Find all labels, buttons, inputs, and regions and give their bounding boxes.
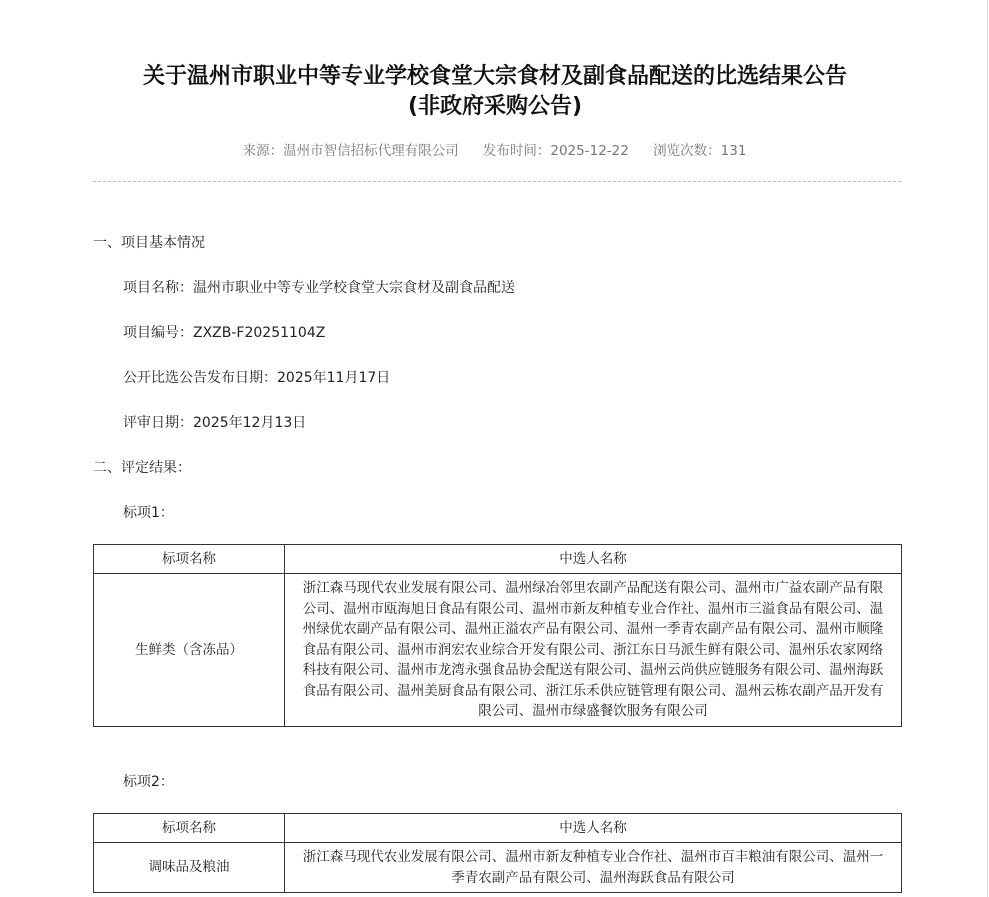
header-lot-name: 标项名称 [94, 545, 285, 574]
lot1-table [93, 544, 902, 727]
article-meta [0, 141, 989, 161]
announce-date: 公开比选公告发布日期：2025年11月17日 [123, 370, 391, 386]
lot2-table [93, 813, 902, 893]
review-date: 评审日期：2025年12月13日 [123, 415, 307, 431]
lot1-label: 标项1： [123, 505, 174, 521]
project-number: 项目编号：ZXZB-F20251104Z [123, 325, 326, 341]
divider [93, 181, 901, 182]
table-row [94, 843, 902, 893]
table-header-row [94, 545, 902, 574]
header-winner-name: 中选人名称 [285, 814, 902, 843]
header-lot-name: 标项名称 [94, 814, 285, 843]
page-title: 关于温州市职业中等专业学校食堂大宗食材及副食品配送的比选结果公告 [142, 64, 847, 89]
section-heading-results: 二、评定结果： [93, 460, 191, 476]
lot2-item-name: 调味品及粮油 [94, 843, 285, 893]
meta-views: 浏览次数：131 [653, 143, 747, 159]
lot1-item-name: 生鲜类（含冻品） [94, 574, 285, 727]
lot2-winners: 浙江森马现代农业发展有限公司、温州市新友种植专业合作社、温州市百丰粮油有限公司、温州一季青农副产品有限公司、温州海跃食品有限公司 [285, 843, 902, 893]
section-heading-basic-info: 一、项目基本情况 [93, 235, 205, 251]
meta-source: 来源：温州市智信招标代理有限公司 [242, 143, 459, 159]
table-header-row [94, 814, 902, 843]
project-name: 项目名称：温州市职业中等专业学校食堂大宗食材及副食品配送 [123, 280, 515, 296]
lot1-winners: 浙江森马现代农业发展有限公司、温州绿冶邻里农副产品配送有限公司、温州市广益农副产品有限公司、温州市瓯海旭日食品有限公司、温州市新友种植专业合作社、温州市三溢食品有限公司、温州绿优农副产品有限公司、温州正溢农产品有限公司、温州一季青农副产品有限公司、温州市顺隆食品有限公司、温州市润宏农业综合开发有限公司、浙江东日马派生鲜有限公司、温州乐农家网络科技有限公司、温州市龙湾永强食品协会配送有限公司、温州云尚供应链服务有限公司、温州海跃食品有限公司、温州美厨食品有限公司、浙江乐禾供应链管理有限公司、温州云栋农副产品开发有限公司、温州市绿盛餐饮服务有限公司 [285, 574, 902, 727]
header-winner-name: 中选人名称 [285, 545, 902, 574]
lot2-label: 标项2： [123, 774, 174, 790]
table-row [94, 574, 902, 727]
page-subtitle: (非政府采购公告) [407, 94, 583, 119]
meta-publish-time: 发布时间：2025-12-22 [482, 143, 629, 159]
